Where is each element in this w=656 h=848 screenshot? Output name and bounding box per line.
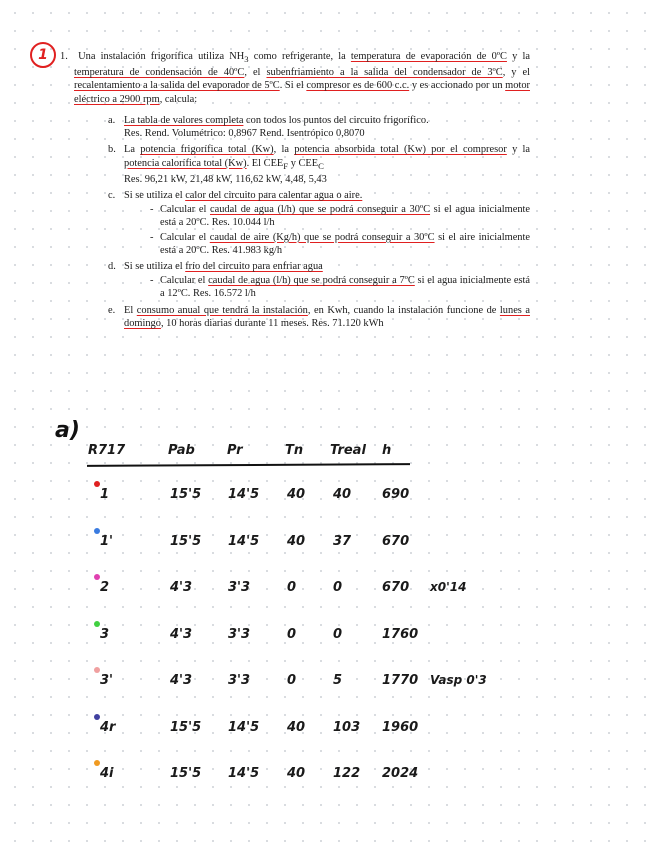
question-d: d. Si se utiliza el frío del circuito para enfriar agua - Calcular el caudal de agua (l/h) que se podrá conseguir a 7ºC si el agua inicialmente está a 12ºC. Res. 16.572 l/h <box>108 261 531 300</box>
table-cell: 14'5 <box>228 719 260 735</box>
table-cell: 1770 <box>382 673 419 688</box>
table-cell: 15'5 <box>170 533 202 549</box>
question-d-sub-1: - Calcular el caudal de agua (l/h) que se podrá conseguir a 7ºC si el agua inicialmente está a 12ºC. Res. 16.572 l/h <box>150 275 531 300</box>
row-note: Vasp 0'3 <box>430 673 487 687</box>
table-cell: 670 <box>382 533 410 549</box>
table-cell: 690 <box>382 487 410 502</box>
table-cell: 0 <box>333 626 343 642</box>
header-underline <box>87 463 410 467</box>
row-note: x0'14 <box>430 580 467 594</box>
table-cell: 0 <box>287 626 297 642</box>
table-cell: 1' <box>100 533 114 549</box>
table-cell: 14'5 <box>228 487 260 502</box>
table-cell: 40 <box>287 487 306 502</box>
table-cell: 37 <box>333 533 352 549</box>
table-cell: 0 <box>287 580 297 595</box>
question-c-sub-2: - Calcular el caudal de aire (Kg/h) que se podrá conseguir a 30ºC si el aire inicialmente está a 20ºC. Res. 41.983 kg/h <box>150 231 531 256</box>
table-cell: 15'5 <box>170 719 202 735</box>
question-c: c. Si se utiliza el calor del circuito para calentar agua o aire. - Calcular el caudal de agua (l/h) que se podrá conseguir a 30ºC si el agua inicialmente está a 20ºC. Res. 10.044 l/h - Calcular el caudal de aire (Kg/h) que se podrá conseguir a 30ºC si el aire inicialmente está a 20ºC. Res. 41.983 kg/h <box>108 189 531 256</box>
table-cell: 14'5 <box>228 766 260 781</box>
table-cell: 3'3 <box>228 626 251 642</box>
question-e: e. El consumo anual que tendrá la instalación, en Kwh, cuando la instalación funcione de lunes a domingo, 10 horas diarias durante 11 meses. Res. 71.120 kWh <box>108 304 530 329</box>
table-cell: 3'3 <box>228 673 251 688</box>
table-cell: 3'3 <box>228 580 251 595</box>
header-pab: Pab <box>168 443 195 458</box>
table-cell: 40 <box>333 487 352 502</box>
table-cell: 15'5 <box>170 766 202 781</box>
table-cell: 0 <box>333 580 343 595</box>
result-a: Res. Rend. Volumétrico: 0,8967 Rend. Isentrópico 0,8070 <box>124 128 365 140</box>
table-cell: 1 <box>100 487 110 502</box>
table-cell: 3 <box>100 626 110 642</box>
question-a: a. La tabla de valores completa con todos los puntos del circuito frigorífico. Res. Rend. Volumétrico: 0,8967 Rend. Isentrópico 0,8070 <box>108 114 530 140</box>
problem-statement <box>60 50 530 333</box>
table-cell: 40 <box>287 766 306 781</box>
table-cell: 1960 <box>382 719 419 735</box>
problem-number-badge: 1 <box>30 42 56 68</box>
question-b: b. La potencia frigorífica total (Kw), la potencia absorbida total (Kw) por el compresor y la potencia calorífica total (Kw). El $CEE_F$ y $CEE_C$ Res. 96,21 kW, 21,48 kW, 116,62 kW, 4,48, 5,43 <box>108 144 530 185</box>
table-cell: 2 <box>100 580 110 595</box>
table-cell: 4'3 <box>170 580 193 595</box>
table-cell: 2024 <box>382 766 419 781</box>
problem-intro: 1. Una instalación frigorífica utiliza $NH_3$ como refrigerante, la temperatura de evaporación de 0ºC y la temperatura de condensación de 40ºC, el subenfriamiento a la salida del condensador de 3ºC, y el recalentamiento a la salida del evaporador de 5ºC. Si el compresor es de 600 c.c. y es accionado por un motor eléctrico a 2900 rpm, calcula: <box>60 51 530 105</box>
table-cell: 4i <box>100 766 114 781</box>
table-cell: 14'5 <box>228 533 260 549</box>
table-cell: 40 <box>287 719 306 735</box>
header-h: h <box>382 443 392 458</box>
problem-number: 1. <box>60 51 68 62</box>
table-cell: 15'5 <box>170 487 202 502</box>
header-pr: Pr <box>227 443 243 458</box>
header-refrigerant: R717 <box>88 443 126 458</box>
table-cell: 4'3 <box>170 673 193 688</box>
table-cell: 0 <box>287 673 297 688</box>
table-cell: 670 <box>382 580 410 595</box>
question-c-sub-1: - Calcular el caudal de agua (l/h) que se podrá conseguir a 30ºC si el agua inicialmente está a 20ºC. Res. 10.044 l/h <box>150 204 531 229</box>
table-cell: 4'3 <box>170 626 193 642</box>
result-b: Res. 96,21 kW, 21,48 kW, 116,62 kW, 4,48, 5,43 <box>124 173 327 185</box>
header-treal: Treal <box>330 443 366 458</box>
table-cell: 1760 <box>382 626 419 642</box>
table-cell: 40 <box>287 533 306 549</box>
table-cell: 103 <box>333 719 361 735</box>
part-a-label: a) <box>55 418 80 443</box>
table-cell: 5 <box>333 673 343 688</box>
table-cell: 122 <box>333 766 361 781</box>
table-cell: 4r <box>100 719 116 735</box>
question-list <box>60 114 530 330</box>
header-tn: Tn <box>285 443 304 458</box>
table-cell: 3' <box>100 673 114 688</box>
